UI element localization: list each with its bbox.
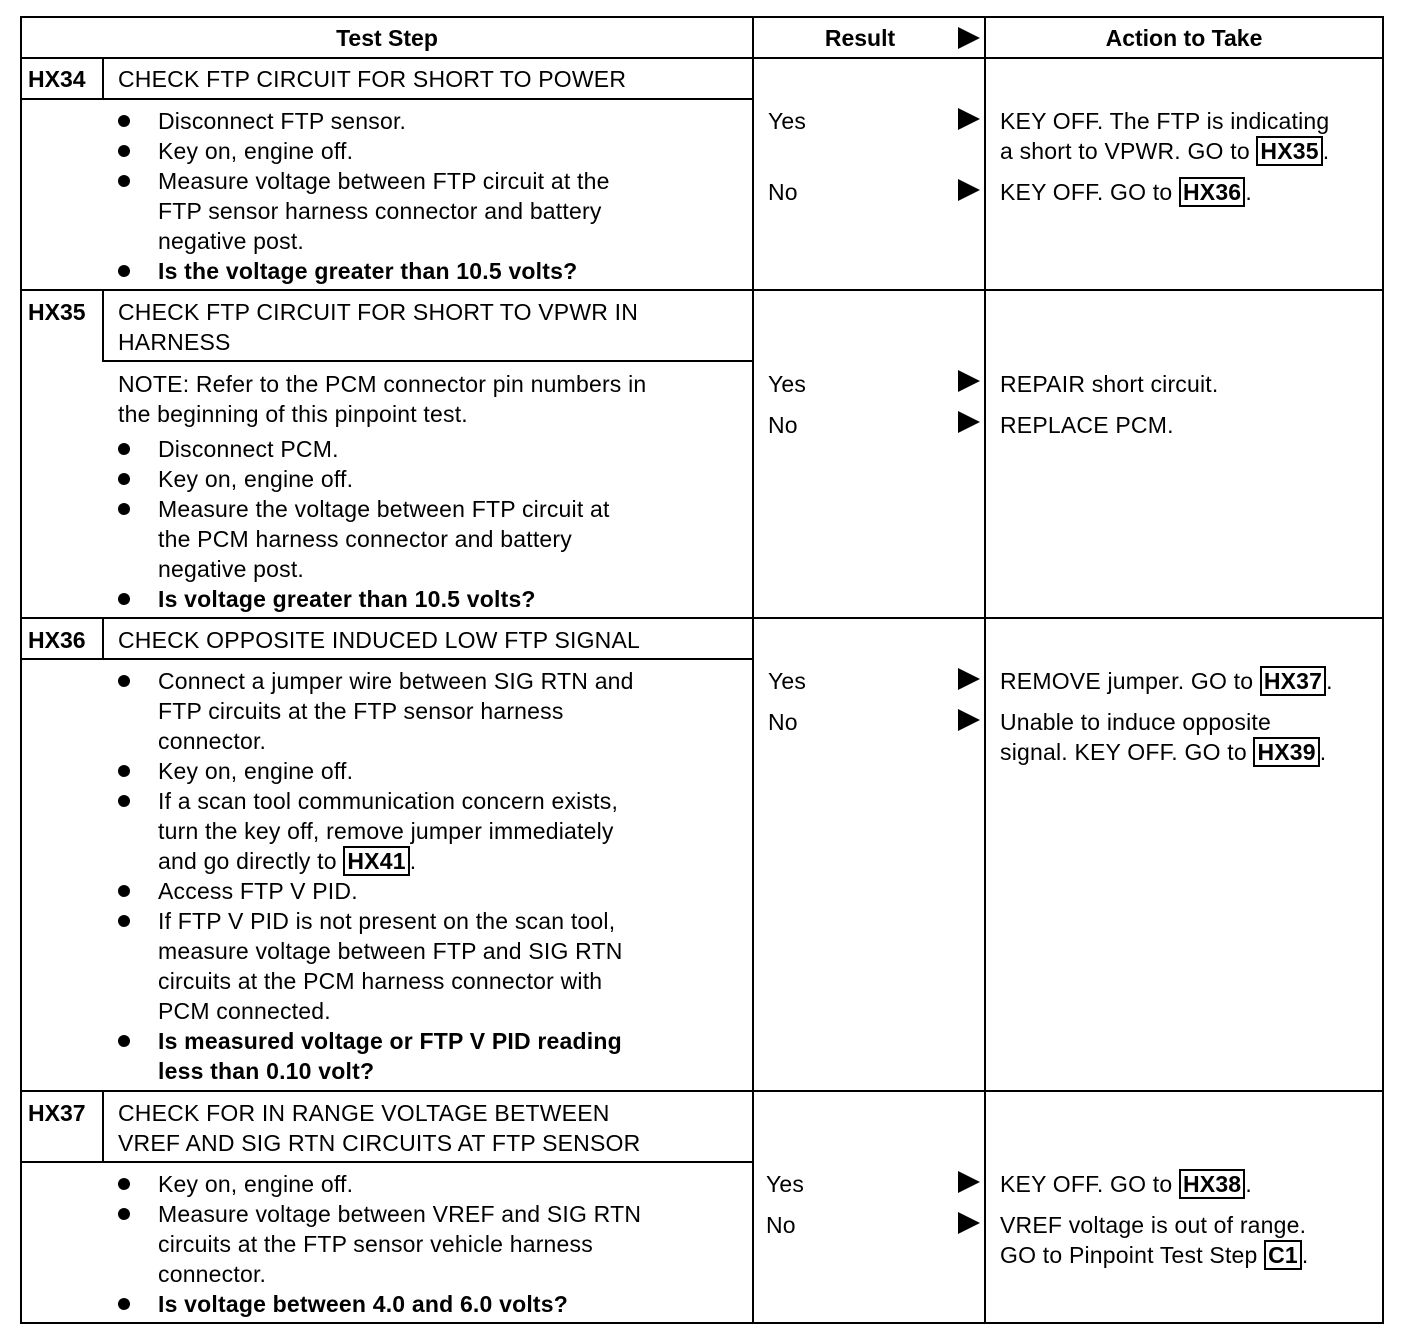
- section-divider: [20, 617, 1384, 619]
- result-arrow-icon: [958, 1212, 980, 1234]
- bullet-icon: [118, 145, 130, 157]
- bullet-icon: [118, 265, 130, 277]
- step-id: HX36: [28, 627, 86, 653]
- action-text: GO to Pinpoint Test Step C1 .: [1000, 1242, 1309, 1268]
- result-arrow-icon: [958, 709, 980, 731]
- bullet-icon: [118, 443, 130, 455]
- table-border-bottom: [20, 1322, 1384, 1324]
- bullet-question: Is voltage between 4.0 and 6.0 volts?: [158, 1291, 569, 1317]
- action-text: a short to VPWR. GO to HX35 .: [1000, 138, 1330, 164]
- step-title: CHECK FOR IN RANGE VOLTAGE BETWEEN: [118, 1100, 610, 1126]
- bullet-icon: [118, 473, 130, 485]
- header-action: Action to Take: [1105, 25, 1263, 51]
- result-label: No: [768, 709, 798, 735]
- action-text: KEY OFF. GO to HX36 .: [1000, 179, 1252, 205]
- step-link[interactable]: HX38: [1179, 1169, 1245, 1199]
- result-label: No: [766, 1212, 796, 1238]
- bullet-text: Disconnect FTP sensor.: [158, 108, 407, 134]
- action-text: Unable to induce opposite: [1000, 709, 1271, 735]
- bullet-icon: [118, 675, 130, 687]
- note-text: NOTE: Refer to the PCM connector pin numbers in: [118, 371, 647, 397]
- bullet-text: the PCM harness connector and battery: [158, 526, 572, 552]
- bullet-icon: [118, 1208, 130, 1220]
- bullet-icon: [118, 1298, 130, 1310]
- action-text: REPAIR short circuit.: [1000, 371, 1219, 397]
- step-id: HX37: [28, 1100, 86, 1126]
- bullet-question: Is voltage greater than 10.5 volts?: [158, 586, 536, 612]
- action-text: KEY OFF. GO to HX38 .: [1000, 1171, 1252, 1197]
- section-divider: [20, 1090, 1384, 1092]
- bullet-icon: [118, 175, 130, 187]
- bullet-text: circuits at the FTP sensor vehicle harness: [158, 1231, 593, 1257]
- result-label: No: [768, 412, 798, 438]
- bullet-text: FTP circuits at the FTP sensor harness: [158, 698, 564, 724]
- bullet-text: PCM connected.: [158, 998, 331, 1024]
- bullet-text: negative post.: [158, 228, 305, 254]
- result-arrow-icon: [958, 668, 980, 690]
- result-arrow-icon: [958, 370, 980, 392]
- bullet-icon: [118, 1178, 130, 1190]
- bullet-text: Measure voltage between VREF and SIG RTN: [158, 1201, 642, 1227]
- step-id-divider: [102, 1090, 104, 1162]
- step-link[interactable]: C1: [1264, 1240, 1302, 1270]
- result-arrow-icon: [958, 179, 980, 201]
- step-title: HARNESS: [118, 329, 231, 355]
- bullet-text: Measure the voltage between FTP circuit at: [158, 496, 610, 522]
- step-title-underline: [102, 360, 754, 362]
- result-arrow-icon: [958, 27, 980, 49]
- bullet-text: Measure voltage between FTP circuit at the: [158, 168, 610, 194]
- bullet-text: negative post.: [158, 556, 305, 582]
- bullet-icon: [118, 885, 130, 897]
- result-label: Yes: [768, 668, 807, 694]
- step-link[interactable]: HX36: [1179, 177, 1245, 207]
- bullet-icon: [118, 1035, 130, 1047]
- bullet-question: Is measured voltage or FTP V PID reading: [158, 1028, 622, 1054]
- step-title: CHECK FTP CIRCUIT FOR SHORT TO VPWR IN: [118, 299, 639, 325]
- result-arrow-icon: [958, 411, 980, 433]
- bullet-question: Is the voltage greater than 10.5 volts?: [158, 258, 578, 284]
- bullet-icon: [118, 593, 130, 605]
- bullet-text: Disconnect PCM.: [158, 436, 339, 462]
- table-border-right: [1382, 16, 1384, 1324]
- note-text: the beginning of this pinpoint test.: [118, 401, 468, 427]
- bullet-text: turn the key off, remove jumper immediately: [158, 818, 614, 844]
- action-text: KEY OFF. The FTP is indicating: [1000, 108, 1330, 134]
- step-link[interactable]: HX37: [1260, 666, 1326, 696]
- step-id: HX34: [28, 66, 86, 92]
- action-text: REMOVE jumper. GO to HX37 .: [1000, 668, 1333, 694]
- bullet-text: connector.: [158, 1261, 267, 1287]
- column-divider-action: [984, 16, 986, 1324]
- step-id: HX35: [28, 299, 86, 325]
- step-title-underline: [20, 658, 754, 660]
- step-title-underline: [20, 1161, 754, 1163]
- step-title: VREF AND SIG RTN CIRCUITS AT FTP SENSOR: [118, 1130, 641, 1156]
- bullet-text: Key on, engine off.: [158, 138, 354, 164]
- step-id-divider: [102, 617, 104, 659]
- bullet-text: connector.: [158, 728, 267, 754]
- bullet-text: circuits at the PCM harness connector with: [158, 968, 603, 994]
- bullet-text: If FTP V PID is not present on the scan tool,: [158, 908, 616, 934]
- action-text: REPLACE PCM.: [1000, 412, 1174, 438]
- table-border-top: [20, 16, 1384, 18]
- result-label: Yes: [768, 108, 807, 134]
- bullet-text: Access FTP V PID.: [158, 878, 358, 904]
- step-title-underline: [20, 98, 754, 100]
- step-id-divider: [102, 289, 104, 361]
- step-title: CHECK OPPOSITE INDUCED LOW FTP SIGNAL: [118, 627, 641, 653]
- step-title: CHECK FTP CIRCUIT FOR SHORT TO POWER: [118, 66, 627, 92]
- action-text: VREF voltage is out of range.: [1000, 1212, 1307, 1238]
- result-arrow-icon: [958, 108, 980, 130]
- result-arrow-icon: [958, 1171, 980, 1193]
- column-divider-result: [752, 16, 754, 1324]
- bullet-question: less than 0.10 volt?: [158, 1058, 375, 1084]
- bullet-icon: [118, 115, 130, 127]
- step-link[interactable]: HX35: [1256, 136, 1322, 166]
- table-border-left: [20, 16, 22, 1324]
- bullet-text: FTP sensor harness connector and battery: [158, 198, 602, 224]
- result-label: Yes: [768, 371, 807, 397]
- action-text: signal. KEY OFF. GO to HX39 .: [1000, 739, 1327, 765]
- bullet-icon: [118, 795, 130, 807]
- step-id-divider: [102, 57, 104, 99]
- step-link[interactable]: HX39: [1253, 737, 1319, 767]
- bullet-icon: [118, 503, 130, 515]
- section-divider: [20, 289, 1384, 291]
- header-divider: [20, 57, 1384, 59]
- bullet-text: and go directly to HX41 .: [158, 848, 417, 874]
- header-test-step: Test Step: [336, 25, 438, 51]
- result-label: Yes: [766, 1171, 805, 1197]
- bullet-text: Key on, engine off.: [158, 1171, 354, 1197]
- bullet-text: Key on, engine off.: [158, 466, 354, 492]
- header-result: Result: [824, 25, 896, 51]
- bullet-icon: [118, 915, 130, 927]
- result-label: No: [768, 179, 798, 205]
- step-link[interactable]: HX41: [343, 846, 409, 876]
- bullet-text: measure voltage between FTP and SIG RTN: [158, 938, 623, 964]
- bullet-icon: [118, 765, 130, 777]
- bullet-text: Key on, engine off.: [158, 758, 354, 784]
- bullet-text: Connect a jumper wire between SIG RTN and: [158, 668, 634, 694]
- bullet-text: If a scan tool communication concern exists,: [158, 788, 619, 814]
